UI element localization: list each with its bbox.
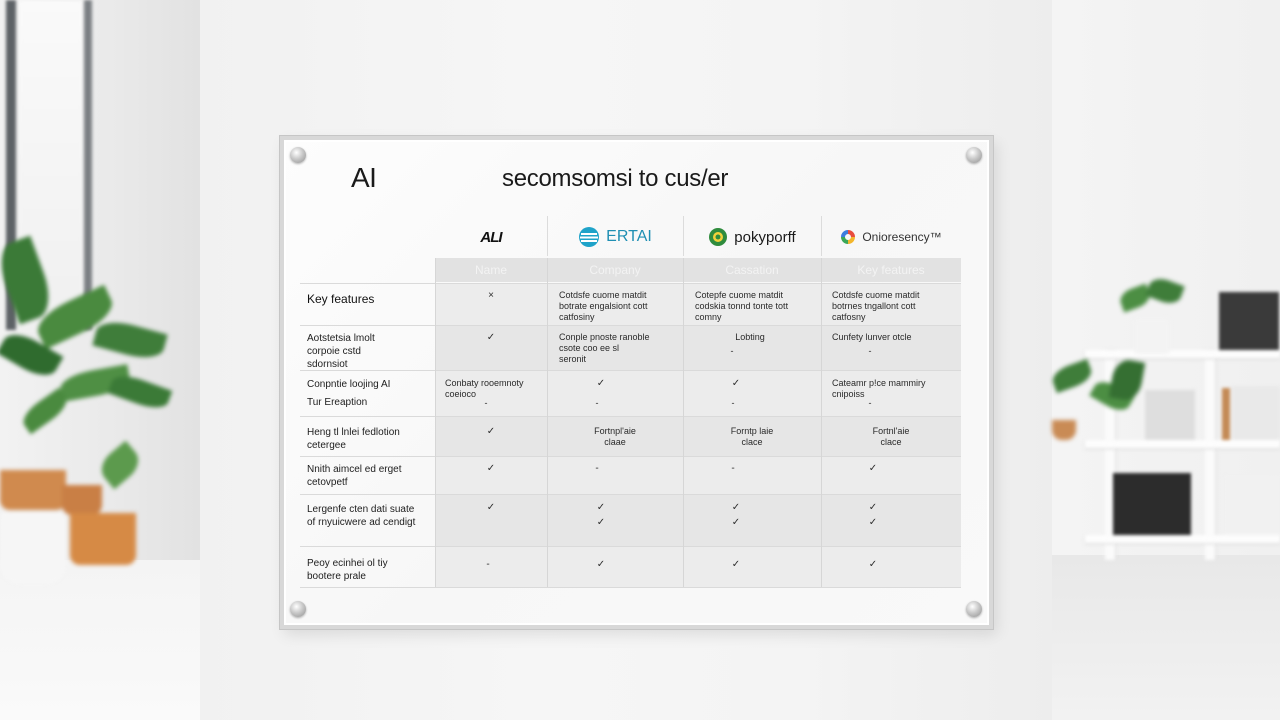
cross-mark: × [488,290,494,301]
check-mark: ✓ [596,517,606,528]
row-label: Conpntie loojing AI [307,379,391,390]
potted-plant-small [1120,278,1190,358]
standoff-screw [966,147,982,163]
multicolor-ring-icon [840,229,856,245]
logo-pokyporff [684,220,820,254]
column-divider [683,258,684,587]
column-divider [435,258,436,587]
check-mark: ✓ [486,332,496,343]
table-cell: Cotdsfe cuome matdit botrnes tngallont cott catfosny [832,290,920,322]
board-title: secomsomsi to cus/er [502,165,729,192]
check-mark: ✓ [486,426,496,437]
green-ring-icon [708,227,728,247]
standoff-screw [290,147,306,163]
check-mark: ✓ [486,463,496,474]
dash-mark: - [595,463,599,474]
column-header-name: Name [474,263,507,277]
check-mark: ✓ [731,378,741,389]
check-mark: ✓ [486,502,496,513]
row-divider [300,456,961,457]
row-divider [300,494,961,495]
logo-label: pokyporff [734,228,796,246]
table-cell-dash: - [595,398,599,408]
board-brand: AI [351,162,377,193]
table-cell: Cotdsfe cuome matdit botrate engalsiont cott catfosiny [559,290,648,322]
row-background [435,456,961,494]
table-cell: Fortnpl'aie claae [594,426,636,447]
check-mark: ✓ [731,502,741,513]
column-header-key-features: Key features [857,263,925,277]
row-label-secondary: Tur Ereaption [307,397,368,408]
table-cell: Conbaty rooemnoty coeioco [445,378,524,399]
potted-plant-shelf [1052,355,1152,445]
row-label: Key features [307,292,375,306]
table-cell: Cateamr p!ce mammiry cnipoiss [832,378,926,399]
check-mark: ✓ [596,378,606,389]
check-mark: ✓ [596,502,606,513]
row-label: Heng tl lnlei fedlotion cetergee [307,427,400,451]
table-cell: Forntp laie clace [730,426,774,447]
table-cell-dash: - [868,346,872,356]
potted-plant-large [0,230,200,590]
logo-ali [437,220,545,254]
table-cell-dash: - [730,346,734,356]
check-mark: ✓ [731,517,741,528]
row-label: Peoy ecinhei ol tiy bootere prale [307,558,388,582]
column-divider [821,258,822,587]
logo-onioresency [822,220,960,254]
check-mark: ✓ [868,517,878,528]
table-cell-dash: - [484,398,488,408]
right-floor [1052,555,1280,720]
row-divider [300,546,961,547]
check-mark: ✓ [596,559,606,570]
standoff-screw [966,601,982,617]
logo-label: Onioresency™ [862,230,942,244]
check-mark: ✓ [868,463,878,474]
table-cell: Cotepfe cuome matdit codskia tonnd tonte tott comny [695,290,789,322]
row-divider [300,416,961,417]
row-label: Lergenfe cten dati suate of rnyuicwere ad cendigt [307,504,416,528]
check-mark: ✓ [868,502,878,513]
row-divider [300,283,961,284]
check-mark: ✓ [868,559,878,570]
row-divider [300,325,961,326]
table-cell: Fortnl'aie clace [872,426,910,447]
column-divider [547,258,548,587]
check-mark: ✓ [731,559,741,570]
logo-ertai [548,220,682,254]
stacked-disc-icon [578,226,600,248]
table-cell: Cunfety lunver otcle [832,332,912,342]
column-header-cassation: Cassation [725,263,779,277]
table-cell-dash: - [868,398,872,408]
row-divider [300,587,961,588]
dash-mark: - [731,463,735,474]
column-header-company: Company [589,263,641,277]
wordmark-icon: ALI [480,228,502,246]
row-label: Nnith aimcel ed erget cetovpetf [307,464,402,488]
logo-label: ERTAI [606,228,652,245]
table-cell: Lobting [735,332,765,342]
row-label: Aotstetsia lmolt corpoie cstd sdornsiot [307,333,375,370]
table-cell-dash: - [731,398,735,408]
table-cell: Conple pnoste ranoble csote coo ee sl seronit [559,332,650,364]
standoff-screw [290,601,306,617]
dash-mark: - [486,559,490,570]
